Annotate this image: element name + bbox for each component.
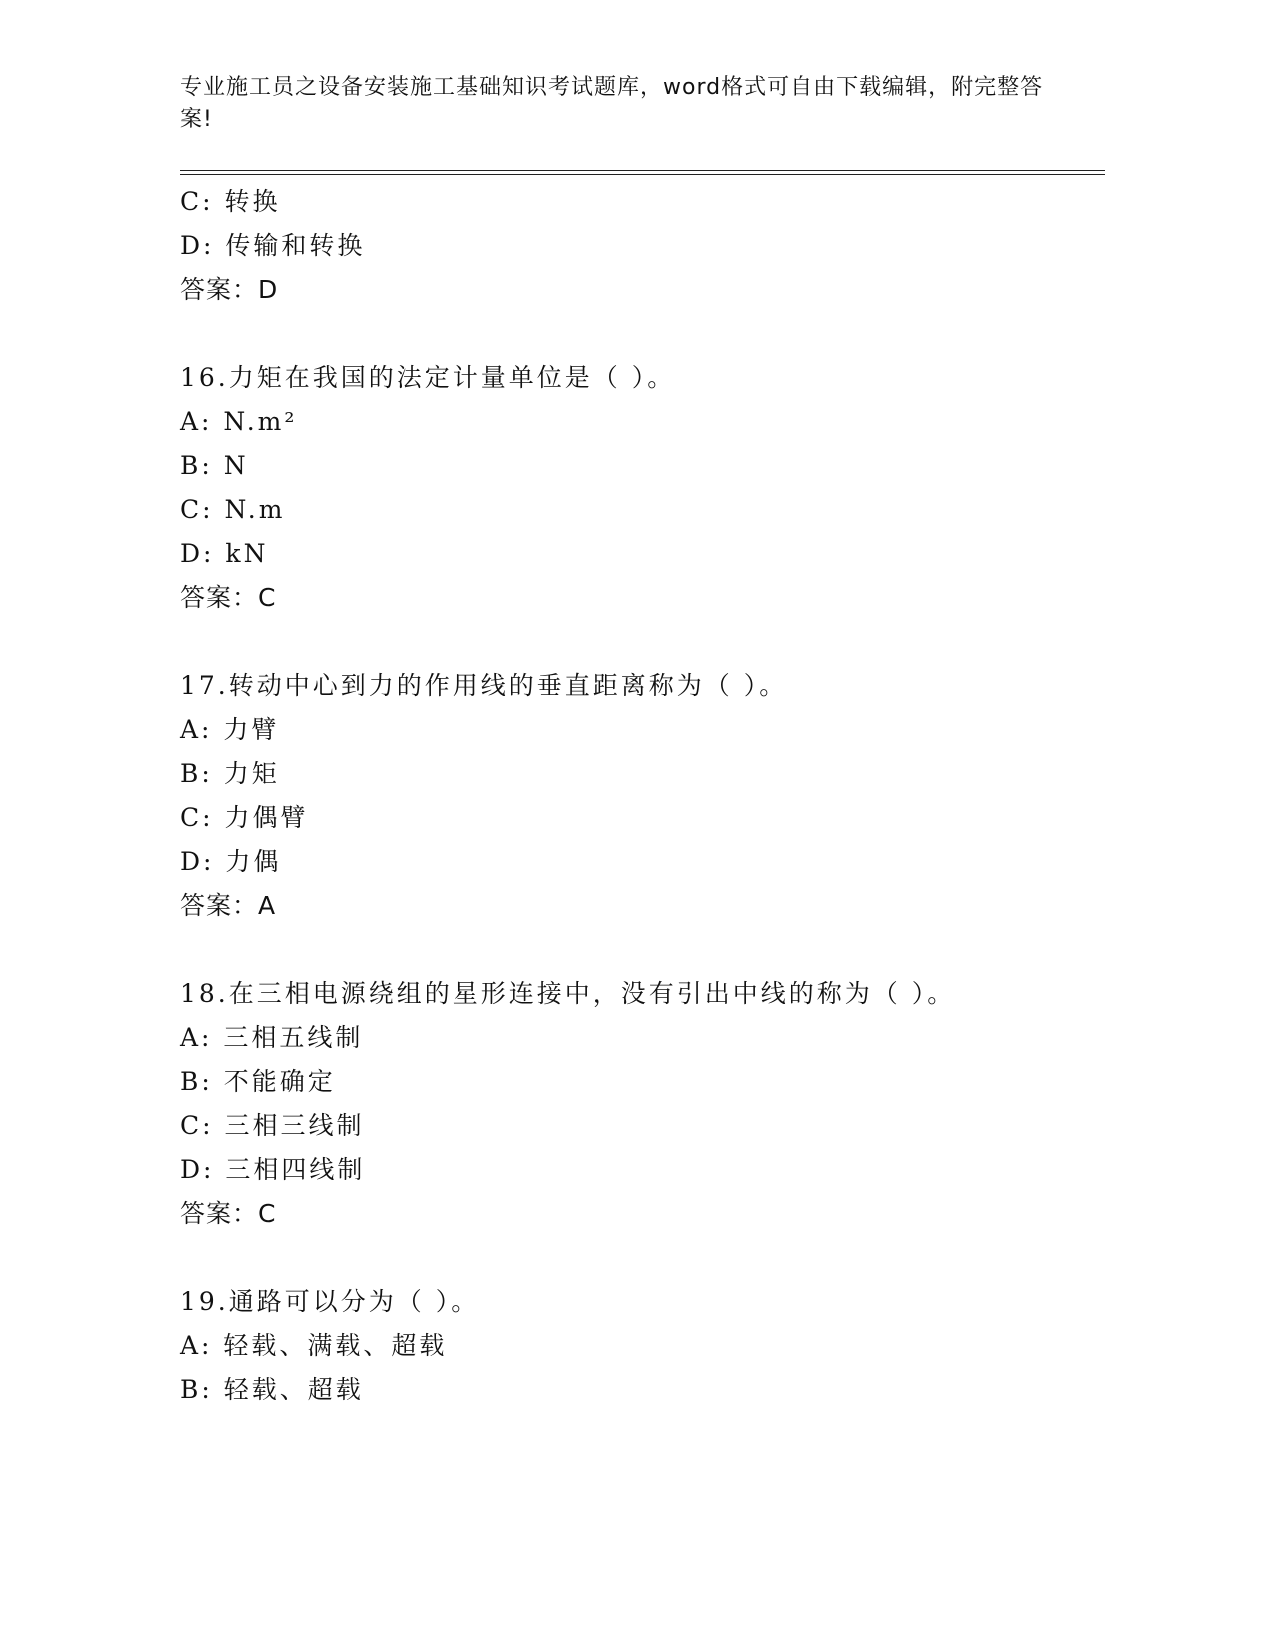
option-b: B: N xyxy=(180,451,249,480)
question-stem: 19.通路可以分为（ ）。 xyxy=(180,1287,480,1316)
question-stem: 16.力矩在我国的法定计量单位是（ ）。 xyxy=(180,363,676,392)
option-d: D: 力偶 xyxy=(180,847,282,876)
option-d: D: 传输和转换 xyxy=(180,231,366,260)
spacer xyxy=(180,312,1105,356)
document-header: 专业施工员之设备安装施工基础知识考试题库，word格式可自由下载编辑，附完整答案! xyxy=(180,75,1044,132)
option-b: B: 力矩 xyxy=(180,759,280,788)
option-a: A: 三相五线制 xyxy=(180,1023,364,1052)
option-c: C: 力偶臂 xyxy=(180,803,309,832)
question-stem: 18.在三相电源绕组的星形连接中，没有引出中线的称为（ ）。 xyxy=(180,979,956,1008)
header-rule-bottom xyxy=(180,174,1105,175)
option-c: C: N.m xyxy=(180,495,286,524)
answer: 答案：D xyxy=(180,275,279,304)
question-block-18 xyxy=(180,972,1105,1236)
answer: 答案：A xyxy=(180,891,277,920)
option-b: B: 轻载、超载 xyxy=(180,1375,364,1404)
question-block-continued xyxy=(180,180,1105,312)
option-d: D: kN xyxy=(180,539,269,568)
answer: 答案：C xyxy=(180,1199,277,1228)
option-c: C: 转换 xyxy=(180,187,281,216)
header-rule-top xyxy=(180,170,1105,171)
question-list xyxy=(180,180,1105,1412)
option-a: A: 轻载、满载、超载 xyxy=(180,1331,448,1360)
option-a: A: N.m² xyxy=(180,407,298,436)
spacer xyxy=(180,1236,1105,1280)
option-a: A: 力臂 xyxy=(180,715,280,744)
question-stem: 17.转动中心到力的作用线的垂直距离称为（ ）。 xyxy=(180,671,788,700)
spacer xyxy=(180,620,1105,664)
question-block-19 xyxy=(180,1280,1105,1412)
question-block-16 xyxy=(180,356,1105,620)
option-b: B: 不能确定 xyxy=(180,1067,336,1096)
option-d: D: 三相四线制 xyxy=(180,1155,366,1184)
spacer xyxy=(180,928,1105,972)
option-c: C: 三相三线制 xyxy=(180,1111,365,1140)
question-block-17 xyxy=(180,664,1105,928)
answer: 答案：C xyxy=(180,583,277,612)
